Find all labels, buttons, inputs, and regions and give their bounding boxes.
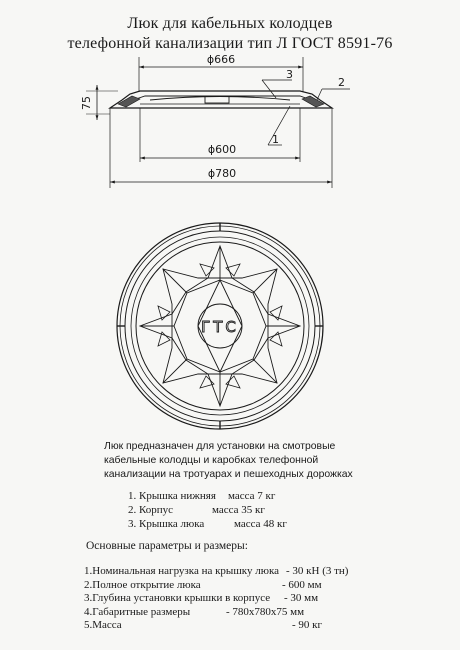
param-value: - 30 кН (3 тн) — [286, 565, 349, 577]
document-title-line-2: телефонной канализации тип Л ГОСТ 8591-76 — [67, 35, 393, 52]
dim-mid-diameter: ϕ600 — [207, 143, 237, 156]
param-row — [84, 565, 384, 579]
part-mass: масса 35 кг — [212, 504, 265, 516]
part-name: 3. Крышка люка — [128, 518, 205, 530]
callout-1: 1 — [272, 133, 279, 146]
param-name: 3.Глубина установки крышки в корпусе — [84, 592, 271, 605]
param-row — [84, 592, 384, 606]
part-row — [128, 503, 348, 517]
dim-height: 75 — [80, 96, 93, 110]
param-row — [84, 579, 384, 593]
description-line: канализации на тротуарах и пешеходных дорожках — [104, 469, 353, 480]
param-value: - 780х780х75 мм — [226, 605, 305, 618]
part-name: 2. Корпус — [128, 504, 174, 516]
param-row — [84, 606, 384, 620]
callout-2: 2 — [338, 76, 345, 89]
part-mass: масса 48 кг — [234, 518, 287, 530]
callout-3: 3 — [286, 68, 293, 81]
dim-bottom-diameter: ϕ780 — [207, 167, 237, 180]
params-title: Основные параметры и размеры: — [86, 540, 248, 552]
part-row — [128, 517, 348, 531]
part-name: 1. Крышка нижняя — [128, 490, 216, 502]
document-title-line-1: Люк для кабельных колодцев — [127, 15, 333, 32]
params-list — [84, 565, 384, 633]
param-name: 4.Габаритные размеры — [84, 605, 191, 618]
param-value: - 30 мм — [284, 592, 319, 605]
param-value: - 600 мм — [282, 578, 322, 591]
param-row — [84, 619, 384, 633]
cover-logo: ГТС — [201, 318, 239, 336]
dim-top-diameter: ϕ666 — [206, 53, 236, 66]
param-name: 1.Номинальная нагрузка на крышку люка — [84, 565, 280, 577]
description-line: кабельные колодцы и каробках телефонной — [104, 455, 319, 466]
param-name: 5.Масса — [84, 619, 122, 632]
part-row — [128, 489, 348, 503]
param-value: - 90 кг — [292, 619, 323, 632]
description-line: Люк предназначен для установки на смотровые — [104, 441, 336, 452]
param-name: 2.Полное открытие люка — [84, 578, 201, 591]
part-mass: масса 7 кг — [228, 490, 276, 502]
description-block — [104, 440, 404, 482]
parts-list — [128, 489, 348, 531]
